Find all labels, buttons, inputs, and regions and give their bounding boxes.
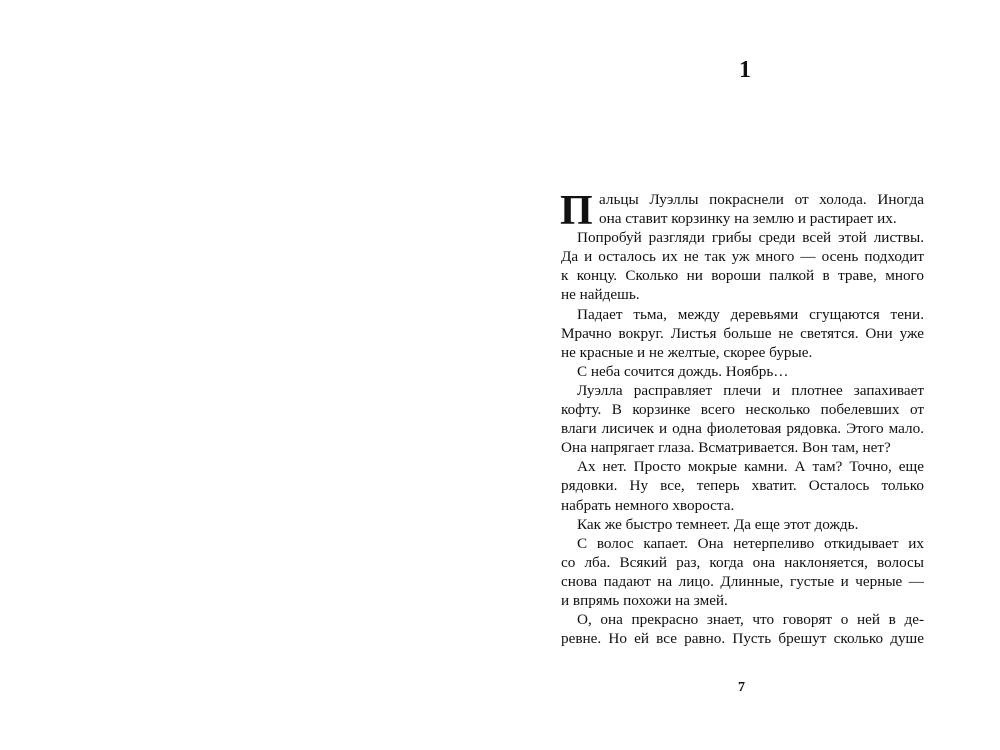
text-line: не найдешь. (561, 286, 640, 304)
text-line: Ах нет. Просто мокрые камни. А там? Точно, еще (577, 458, 924, 476)
text-line: Луэлла расправляет плечи и плотнее запахивает (577, 381, 924, 399)
text-line: ревне. Но ей все равно. Пусть брешут сколько душе (561, 630, 924, 648)
drop-cap: П (560, 188, 593, 234)
text-line: рядовки. Ну все, теперь хватит. Осталось только (561, 477, 924, 495)
body-text (561, 190, 924, 648)
text-line: снова падают на лицо. Длинные, густые и черные — (561, 572, 924, 590)
text-line: Падает тьма, между деревьями сгущаются тени. (577, 305, 924, 323)
text-line: и впрямь похожи на змей. (561, 591, 728, 609)
page-number: 7 (738, 680, 745, 695)
text-line: влаги лисичек и одна фиолетовая рядовка. Этого мало. (561, 420, 924, 438)
text-line: С волос капает. Она нетерпеливо откидывает их (577, 534, 924, 552)
right-page: 1 П альцы Луэллы покраснели от холода. Иногда она ставит корзинку на землю и растирает их. Попробуй разгляди грибы среди всей этой листвы. Да и осталось их не так уж много — осень подходит к концу. Сколько ни вороши палкой в траве, много не найдешь. Падает тьма, между деревьями сгущаются тени. Мрачно вокруг. Листья больше не светятся. Они уже не красные и не желтые, скорее бурые. С неба сочится дождь. Ноябрь… Луэлла расправляет плечи и плотнее запахивает кофту. В корзинке всего несколько побелевших от влаги лисичек и одна фиолетовая рядовка. Этого мало. Она напрягает глаза. Всматривается. Вон там, нет? Ах нет. Просто мокрые камни. А там? Точно, еще рядовки. Ну все, теперь хватит. Осталось только набрать немного хвороста. Как же быстро темнеет. Да еще этот дождь. С волос капает. Она нетерпеливо откидывает их со лба. Всякий раз, когда она наклоняется, волосы снова падают на лицо. Длинные, густые и черные — и впрямь похожи на змей. О, она прекрасно знает, что говорят о ней в де- ревне. Но ей все равно. Пусть брешут сколько душе 7 (560, 57, 924, 695)
text-line: она ставит корзинку на землю и растирает их. (599, 210, 897, 228)
text-line: не красные и не желтые, скорее бурые. (561, 343, 813, 361)
text-line-content: альцы Луэллы покраснели от холода. Иногда (599, 191, 924, 208)
text-line: Мрачно вокруг. Листья больше не светятся. Они уже (561, 324, 924, 342)
text-line: С неба сочится дождь. Ноябрь… (577, 362, 789, 380)
text-line: О, она прекрасно знает, что говорят о ней в де- (577, 611, 924, 629)
text-line: Попробуй разгляди грибы среди всей этой листвы. (577, 229, 924, 247)
text-line: Она напрягает глаза. Всматривается. Вон там, нет? (561, 439, 891, 457)
text-line: Как же быстро темнеет. Да еще этот дождь. (577, 515, 859, 533)
text-line: Да и осталось их не так уж много — осень подходит (561, 248, 924, 266)
text-line: набрать немного хвороста. (561, 496, 735, 514)
text-line: к концу. Сколько ни вороши палкой в траве, много (561, 267, 924, 285)
text-line: кофту. В корзинке всего несколько побелевших от (561, 401, 924, 419)
text-line: со лба. Всякий раз, когда она наклоняется, волосы (561, 553, 924, 571)
